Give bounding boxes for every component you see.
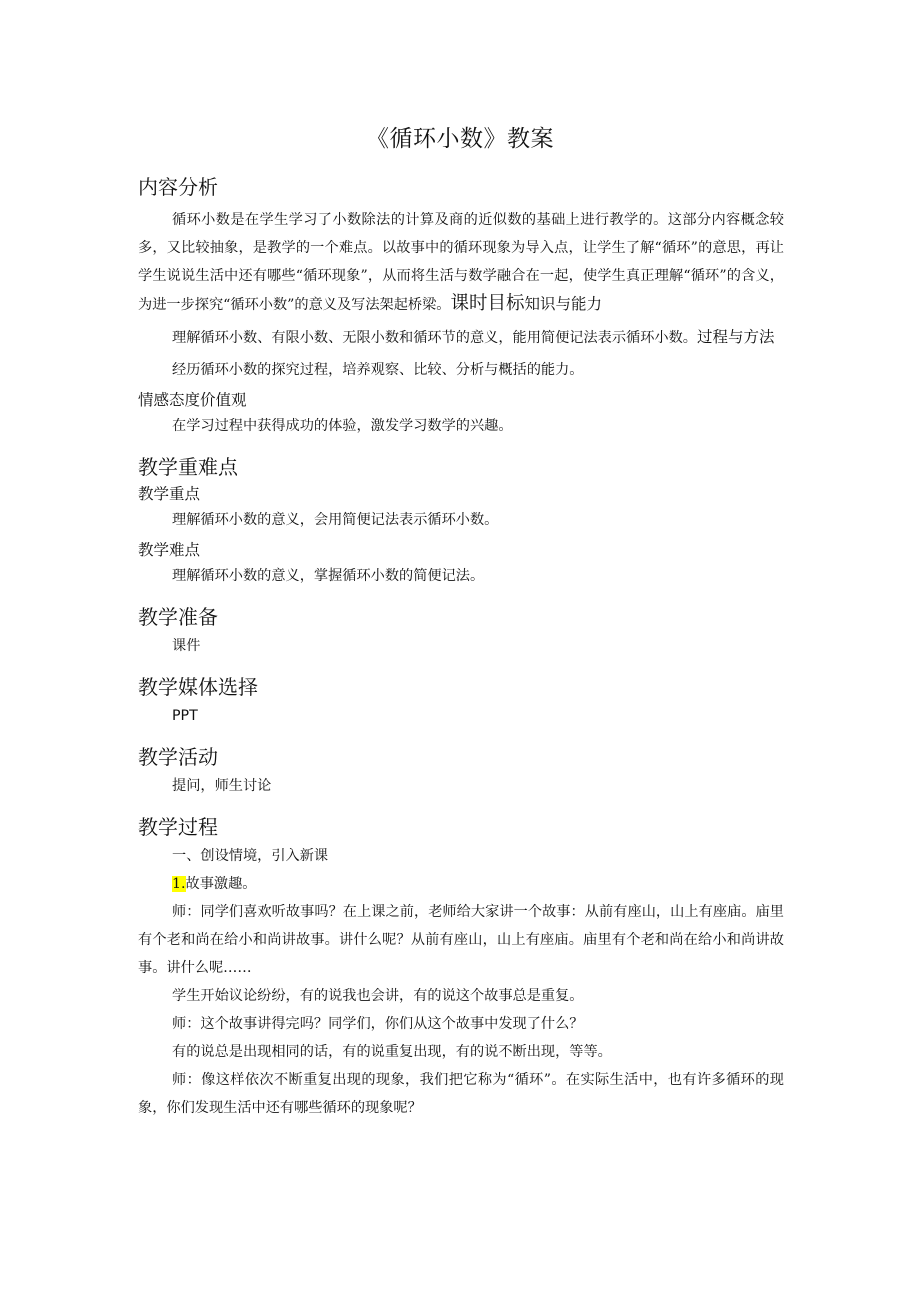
heading-preparation: 教学准备	[138, 605, 218, 629]
paragraph-emotion: 在学习过程中获得成功的体验，激发学习数学的兴趣。	[172, 418, 513, 434]
paragraph-students-1: 学生开始议论纷纷，有的说我也会讲，有的说这个故事总是重复。	[172, 988, 584, 1004]
step-1: 一、创设情境，引入新课	[172, 848, 329, 864]
heading-media: 教学媒体选择	[138, 675, 258, 699]
paragraph-difficulty: 理解循环小数的意义，掌握循环小数的简便记法。	[172, 568, 485, 584]
paragraph-teacher-1: 师：同学们喜欢听故事吗？在上课之前，老师给大家讲一个故事：从前有座山，山上有座庙。庙里有个老和尚在给小和尚讲故事。讲什么呢？从前有座山，山上有座庙。庙里有个老和尚在给小和尚讲故事。讲什么呢……	[138, 904, 784, 976]
paragraph-media: PPT	[172, 708, 198, 724]
paragraph-teacher-2: 师：这个故事讲得完吗？同学们，你们从这个故事中发现了什么？	[172, 1016, 584, 1032]
heading-objectives: 课时目标	[450, 293, 525, 314]
paragraph-preparation: 课件	[172, 638, 201, 654]
paragraph-focus: 理解循环小数的意义，会用简便记法表示循环小数。	[172, 512, 499, 528]
heading-difficulty: 教学难点	[138, 541, 201, 559]
heading-process-method: 过程与方法	[696, 328, 775, 346]
heading-key-points: 教学重难点	[138, 455, 238, 479]
paragraph-process-method: 经历循环小数的探究过程，培养观察、比较、分析与概括的能力。	[172, 362, 584, 378]
highlighted-number: 1.	[172, 876, 186, 892]
heading-process: 教学过程	[138, 815, 218, 839]
heading-content-analysis: 内容分析	[138, 175, 218, 199]
document-body	[138, 172, 784, 1122]
paragraph-activities: 提问，师生讨论	[172, 778, 272, 794]
paragraph-teacher-3: 师：像这样依次不断重复出现的现象，我们把它称为“循环”。在实际生活中，也有许多循环的现象，你们发现生活中还有哪些循环的现象呢？	[138, 1072, 784, 1116]
step-1-1: 1.故事激趣。	[172, 876, 257, 892]
heading-focus: 教学重点	[138, 485, 201, 503]
paragraph-knowledge: 理解循环小数、有限小数、无限小数和循环节的意义，能用简便记法表示循环小数。过程与方法	[172, 328, 775, 346]
document-title: 《循环小数》教案	[366, 126, 554, 152]
heading-activities: 教学活动	[138, 745, 218, 769]
paragraph-content-analysis: 循环小数是在学生学习了小数除法的计算及商的近似数的基础上进行教学的。这部分内容概念较多，又比较抽象，是教学的一个难点。以故事中的循环现象为导入点，让学生了解“循环”的意思，再让学生说说生活中还有哪些“循环现象”，从而将生活与数学融合在一起，使学生真正理解“循环”的含义，为进一步探究“循环小数”的意义及写法架起桥梁。课时目标知识与能力	[138, 212, 784, 314]
heading-knowledge: 知识与能力	[524, 295, 602, 313]
paragraph-students-2: 有的说总是出现相同的话，有的说重复出现，有的说不断出现，等等。	[172, 1044, 612, 1060]
heading-emotion: 情感态度价值观	[138, 391, 247, 409]
